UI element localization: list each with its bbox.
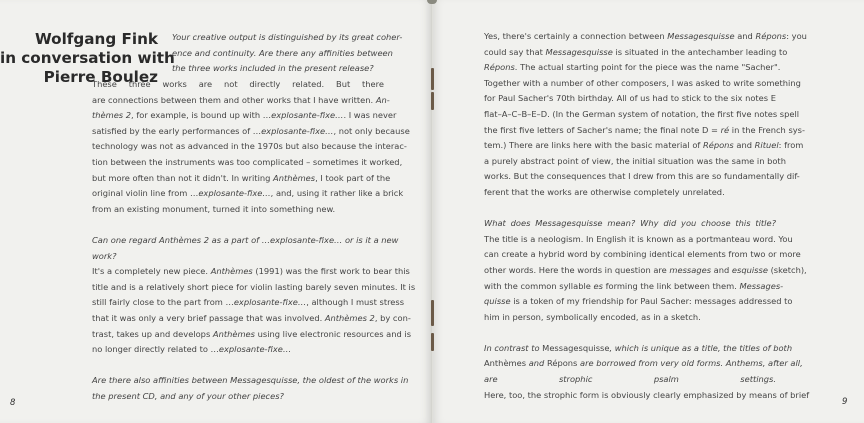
- text-line: [484, 123, 805, 139]
- text-line: [92, 327, 412, 343]
- text-run: , although I must stress: [306, 297, 405, 308]
- text-run: : from: [778, 140, 804, 151]
- text-line: [172, 46, 393, 62]
- text-line: [484, 294, 793, 310]
- text-run: for Paul Sacher's 70th birthday. All of us had to stick to the six notes E: [484, 93, 776, 104]
- text-line: [92, 389, 384, 405]
- staple: [431, 300, 434, 326]
- text-run: , by con-: [374, 312, 411, 323]
- paragraph-gap: [484, 325, 776, 341]
- text-line: [484, 29, 807, 45]
- text-line: [172, 30, 403, 46]
- text-line: [484, 60, 781, 76]
- italic-text: explosante-fixe…: [233, 297, 307, 308]
- text-line: [484, 138, 804, 154]
- italic-text: esquisse: [731, 264, 768, 275]
- text-line: [484, 356, 803, 372]
- text-run: , not only because: [333, 125, 410, 136]
- text-line: [92, 171, 391, 187]
- italic-text: , which is unique as a title, the titles of both: [609, 342, 793, 353]
- italic-text: Can one regard Anthèmes 2 as a part of …explosante-fixe… or is it a new: [92, 234, 399, 245]
- staple: [431, 92, 434, 110]
- italic-text: are borrowed from very old forms. Anthems, after all,: [577, 358, 803, 369]
- text-run: tem.) There are links here with the basic material of: [484, 140, 703, 151]
- text-line: [92, 124, 410, 140]
- paragraph-gap: [92, 358, 384, 374]
- staple: [431, 333, 434, 351]
- text-line: [484, 45, 788, 61]
- text-run: Yes, there's certainly a connection between: [484, 31, 668, 41]
- italic-text: are strophic psalm settings.: [484, 374, 776, 385]
- italic-text: and: [526, 358, 547, 369]
- text-run: a purely abstract point of view, the initial situation was the same in both: [484, 155, 786, 166]
- italic-text: work?: [92, 250, 117, 261]
- text-run: : you: [786, 31, 807, 41]
- text-line: [92, 373, 409, 389]
- text-run: could say that: [484, 46, 546, 57]
- italic-text: explosante-fixe…: [198, 188, 271, 199]
- text-line: [484, 263, 807, 279]
- text-run: technology was not as advanced in the 1970s but also because the interac-: [92, 141, 407, 152]
- text-line: [172, 61, 384, 77]
- italic-text: In contrast to: [484, 342, 543, 353]
- text-line: [92, 139, 407, 155]
- text-run: Here, too, the strophic form is obviously clearly emphasized by means of brief: [484, 389, 810, 400]
- page-number-right: 9: [842, 397, 848, 407]
- text-line: [484, 232, 793, 248]
- italic-text: explosante-fixe…: [218, 344, 292, 355]
- intro-question: [172, 30, 403, 77]
- text-run: in the French sys-: [729, 124, 805, 135]
- italic-text: Are there also affinities between Messagesquisse, the oldest of the works in: [92, 375, 409, 386]
- text-line: [484, 76, 801, 92]
- text-line: [484, 216, 776, 232]
- text-run: , and, using it rather like a brick: [270, 188, 404, 199]
- text-run: no longer directly related to …: [92, 344, 219, 355]
- text-run: using live electronic resources and is: [254, 328, 412, 339]
- text-run: trast, takes up and develops: [92, 328, 213, 339]
- text-run: Together with a number of other composers, I was asked to write something: [484, 77, 801, 88]
- text-run: him in person, symbolically encoded, as in a sketch.: [484, 311, 701, 322]
- italic-text: An-: [375, 94, 390, 105]
- text-run: , for example, is bound up with …: [131, 110, 272, 121]
- text-line: [92, 108, 397, 124]
- paragraph-gap: [484, 201, 776, 217]
- italic-text: ence and continuity. Are there any affinities between: [172, 47, 393, 58]
- paragraph-gap: [92, 217, 384, 233]
- italic-text: the three works included in the present release?: [172, 63, 374, 74]
- italic-text: es: [593, 280, 603, 291]
- italic-text: Répons: [755, 31, 787, 41]
- page-number-left: 8: [10, 398, 16, 408]
- italic-text: ré: [720, 124, 730, 135]
- italic-text: Répons: [702, 140, 734, 151]
- text-run: works. But the consequences that I drew from this are so fundamentally dif-: [484, 171, 800, 182]
- text-run: (sketch),: [767, 264, 807, 275]
- text-run: . The actual starting point for the piece was the name "Sacher".: [514, 62, 781, 73]
- title-line: Wolfgang Fink: [34, 30, 158, 48]
- italic-text: Anthèmes: [212, 328, 255, 339]
- text-run: It's a completely new piece.: [92, 266, 211, 277]
- text-run: The title is a neologism. In English it is known as a portmanteau word. You: [484, 233, 793, 244]
- text-run: is a token of my friendship for Paul Sacher: messages addressed to: [510, 296, 793, 307]
- text-line: [484, 154, 786, 170]
- text-line: [484, 185, 776, 201]
- text-line: [92, 233, 399, 249]
- italic-text: Anthèmes: [210, 266, 253, 277]
- title-line: Pierre Boulez: [43, 68, 158, 86]
- text-run: title and is a relatively short piece for violin lasting barely seven minutes. It is: [92, 281, 416, 292]
- text-run: the first five letters of Sacher's name; the final note D =: [484, 124, 721, 135]
- text-run: ferent that the works are otherwise completely unrelated.: [484, 186, 725, 197]
- italic-text: quisse: [484, 296, 511, 307]
- text-run: (1991) was the first work to bear this: [252, 266, 410, 277]
- italic-text: explosante-fixe…: [271, 110, 344, 121]
- italic-text: Messages-: [739, 280, 784, 291]
- text-line: [484, 372, 776, 388]
- italic-text: Répons: [484, 62, 515, 73]
- staple: [431, 68, 434, 90]
- text-line: [484, 107, 800, 123]
- italic-text: thèmes 2: [92, 110, 132, 121]
- text-run: forming the link between them.: [602, 280, 740, 291]
- text-line: [92, 93, 390, 109]
- italic-text: Anthèmes: [273, 172, 316, 183]
- text-run: original violin line from …: [92, 188, 199, 199]
- text-line: [92, 295, 405, 311]
- italic-text: Anthèmes 2: [324, 312, 375, 323]
- text-run: but more often than not it didn't. In writing: [92, 172, 274, 183]
- text-line: [92, 155, 403, 171]
- text-run: from an existing monument, turned it into something new.: [92, 203, 336, 214]
- text-run: still fairly close to the part from …: [92, 297, 234, 308]
- text-run: and: [733, 140, 755, 151]
- italic-text: messages: [669, 264, 712, 275]
- text-line: [484, 169, 800, 185]
- text-line: [92, 202, 384, 218]
- text-run: Anthèmes: [484, 358, 527, 369]
- text-run: and: [711, 264, 732, 275]
- italic-text: Rituel: [754, 140, 779, 151]
- text-line: [92, 186, 404, 202]
- text-run: with the common syllable: [484, 280, 594, 291]
- text-run: These three works are not directly related. But there: [92, 79, 384, 89]
- text-run: Répons: [546, 358, 578, 369]
- text-run: are connections between them and other works that I have written.: [92, 94, 376, 105]
- title-line: in conversation with: [0, 49, 175, 67]
- text-run: , I took part of the: [315, 172, 391, 183]
- text-line: [92, 342, 384, 358]
- text-line: [484, 247, 801, 263]
- text-line: [92, 280, 416, 296]
- text-line: [484, 310, 776, 326]
- text-run: that it was only a very brief passage that was involved.: [92, 312, 325, 323]
- text-line: [484, 388, 810, 404]
- italic-text: explosante-fixe…: [261, 125, 334, 136]
- text-line: [484, 341, 793, 357]
- text-run: tion between the instruments was too complicated – sometimes it worked,: [92, 156, 403, 167]
- italic-text: Your creative output is distinguished by its great coher-: [172, 32, 403, 42]
- text-run: is situated in the antechamber leading to: [612, 46, 788, 57]
- text-line: [484, 279, 784, 295]
- text-line: [484, 91, 776, 107]
- left-body-text: [92, 77, 416, 404]
- book-spine: [431, 0, 433, 423]
- text-run: and: [734, 31, 756, 41]
- text-run: satisfied by the early performances of …: [92, 125, 262, 136]
- italic-text: What does Messagesquisse mean? Why did you choose this title?: [484, 218, 776, 229]
- right-body-text: [484, 29, 810, 403]
- text-run: flat–A–C–B–E–D. (In the German system of notation, the first five notes spell: [484, 108, 800, 119]
- text-line: [92, 264, 410, 280]
- text-line: [92, 77, 384, 93]
- text-line: [92, 249, 384, 265]
- italic-text: Messagesquisse: [545, 46, 613, 57]
- text-run: Messagesquisse: [542, 342, 610, 353]
- italic-text: the present CD, and any of your other pieces?: [92, 390, 284, 401]
- text-run: other words. Here the words in question are: [484, 264, 670, 275]
- text-run: . I was never: [343, 110, 397, 121]
- italic-text: Messagesquisse: [667, 31, 735, 41]
- text-line: [92, 311, 411, 327]
- text-run: can create a hybrid word by combining identical elements from two or more: [484, 249, 801, 260]
